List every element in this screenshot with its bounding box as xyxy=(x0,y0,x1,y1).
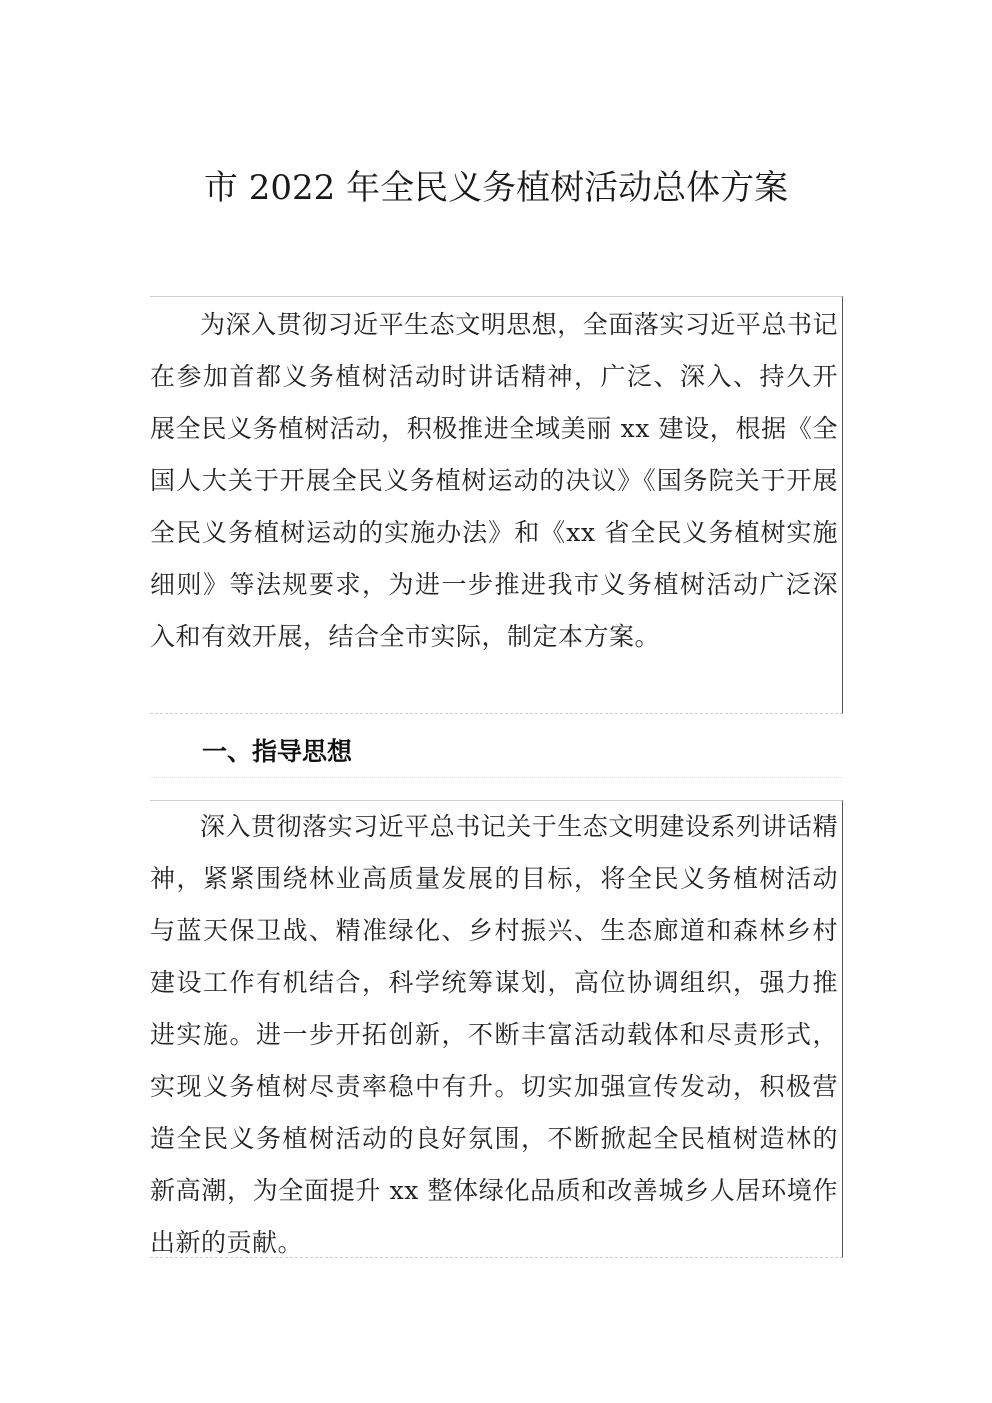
section-1-heading-block xyxy=(150,728,843,778)
intro-block xyxy=(150,296,843,714)
intro-paragraph: 为深入贯彻习近平生态文明思想，全面落实习近平总书记在参加首都义务植树活动时讲话精神，广泛、深入、持久开展全民义务植树活动，积极推进全域美丽 xx 建设，根据《全国人大关于开展全民义务植树运动的决议》《国务院关于开展全民义务植树运动的实施办法》和《xx 省全民义务植树实施细则》等法规要求，为进一步推进我市义务植树活动广泛深入和有效开展，结合全市实际，制定本方案。 xyxy=(150,310,838,651)
section-1-body-block xyxy=(150,800,843,1258)
document-title: 市 2022 年全民义务植树活动总体方案 xyxy=(203,168,789,208)
section-1-heading: 一、指导思想 xyxy=(202,737,353,766)
section-1-paragraph: 深入贯彻落实习近平总书记关于生态文明建设系列讲话精神，紧紧围绕林业高质量发展的目标，将全民义务植树活动与蓝天保卫战、精准绿化、乡村振兴、生态廊道和森林乡村建设工作有机结合，科学统筹谋划，高位协调组织，强力推进实施。进一步开拓创新，不断丰富活动载体和尽责形式，实现义务植树尽责率稳中有升。切实加强宣传发动，积极营造全民义务植树活动的良好氛围，不断掀起全民植树造林的新高潮，为全面提升 xx 整体绿化品质和改善城乡人居环境作出新的贡献。 xyxy=(150,812,838,1257)
